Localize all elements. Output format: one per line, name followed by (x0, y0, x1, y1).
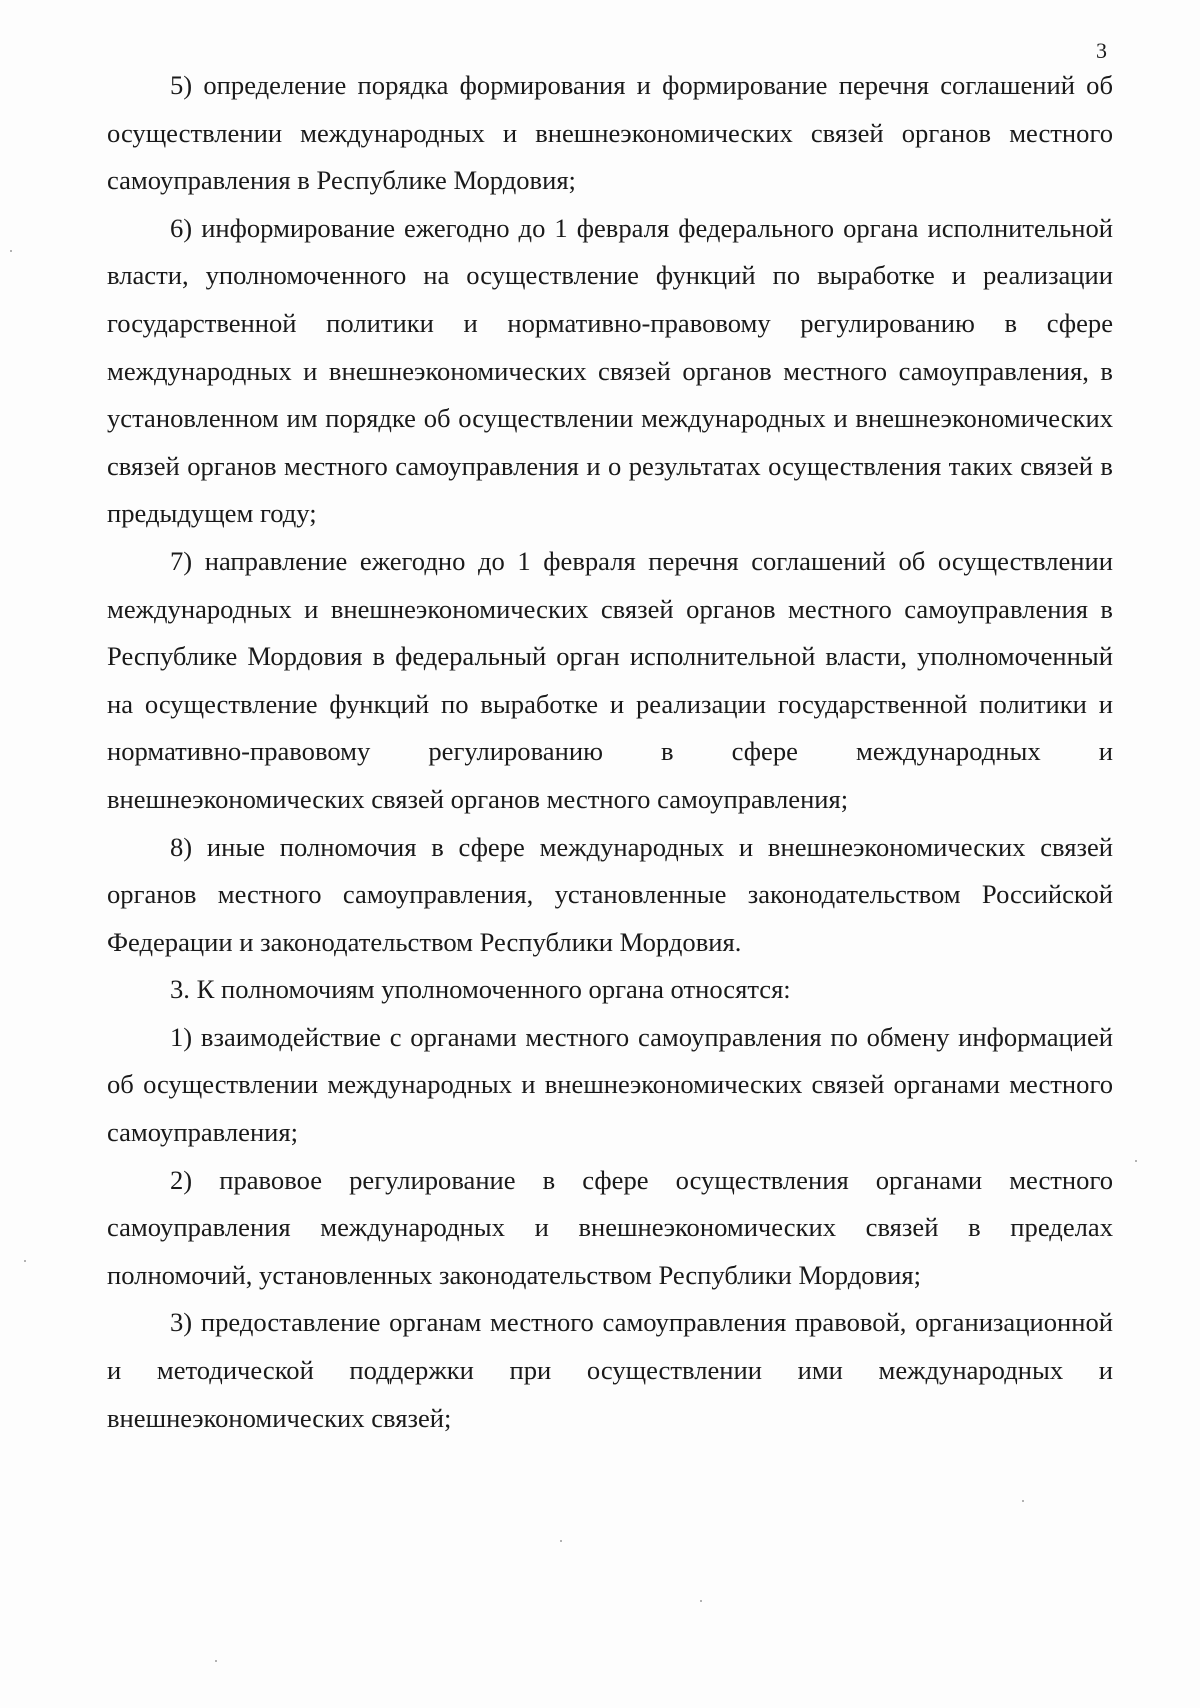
paragraph-item-7: 7) направление ежегодно до 1 февраля перечня соглашений об осуществлении международных и внешнеэкономических связей органов местного самоуправления в Республике Мордовия в федеральный орган исполнительной власти, уполномоченный на осуществление функций по выработке и реализации государственной политики и нормативно-правовому регулированию в сфере международных и внешнеэкономических связей органов местного самоуправления; (107, 545, 1113, 814)
paragraph-item-8: 8) иные полномочия в сфере международных и внешнеэкономических связей органов местного самоуправления, установленные законодательством Российской Федерации и законодательством Республики Мордовия. (107, 831, 1113, 957)
scan-speck (700, 1600, 702, 1602)
scan-speck (560, 1540, 562, 1542)
scan-speck (24, 1260, 26, 1262)
page-number: 3 (1096, 38, 1107, 63)
paragraph-item-3: 3) предоставление органам местного самоуправления правовой, организационной и методической поддержки при осуществлении ими международных и внешнеэкономических связей; (107, 1307, 1113, 1433)
paragraph-item-1: 1) взаимодействие с органами местного самоуправления по обмену информацией об осуществлении международных и внешнеэкономических связей органами местного самоуправления; (107, 1021, 1113, 1148)
section-heading-3: 3. К полномочиям уполномоченного органа относятся: (170, 974, 791, 1005)
scan-speck (1022, 1500, 1024, 1502)
scan-speck (1135, 1160, 1137, 1162)
paragraph-item-5: 5) определение порядка формирования и формирование перечня соглашений об осуществлении международных и внешнеэкономических связей органов местного самоуправления в Республике Мордовия; (107, 70, 1113, 196)
document-body (107, 62, 1113, 1442)
scan-speck (10, 250, 12, 252)
paragraph-item-6: 6) информирование ежегодно до 1 февраля федерального органа исполнительной власти, уполномоченного на осуществление функций по выработке и реализации государственной политики и нормативно-правовому регулированию в сфере международных и внешнеэкономических связей органов местного самоуправления, в установленном им порядке об осуществлении международных и внешнеэкономических связей органов местного самоуправления и о результатах осуществления таких связей в предыдущем году; (107, 212, 1113, 529)
paragraph-item-2: 2) правовое регулирование в сфере осуществления органами местного самоуправления международных и внешнеэкономических связей в пределах полномочий, установленных законодательством Республики Мордовия; (107, 1164, 1113, 1290)
scan-speck (215, 1660, 217, 1662)
